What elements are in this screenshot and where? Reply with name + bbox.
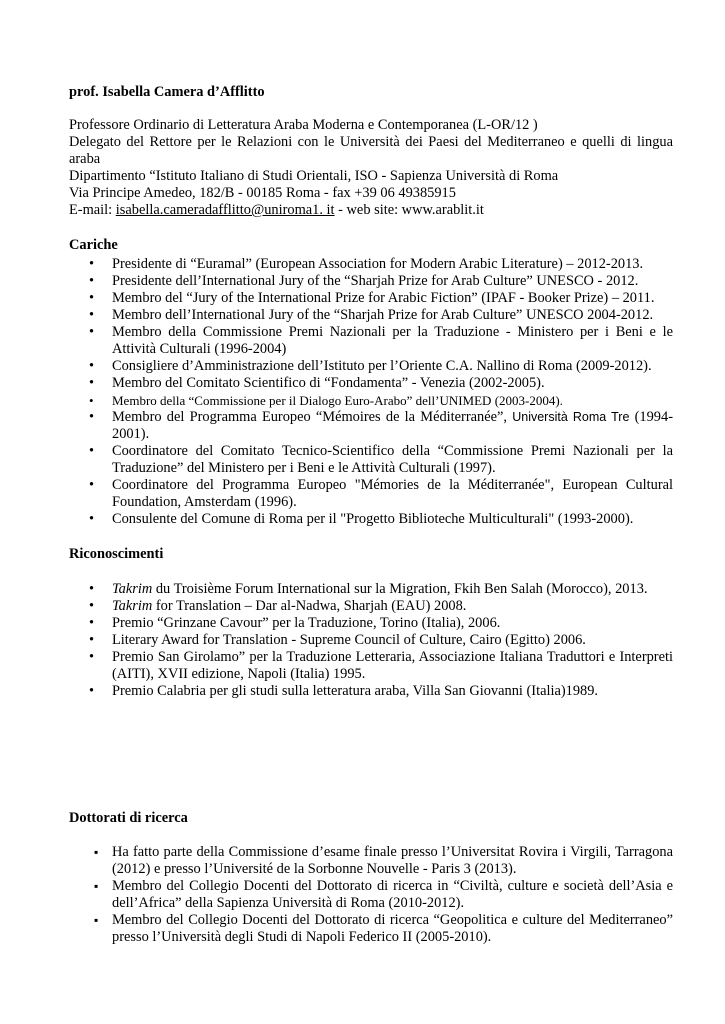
list-item: • Membro del “Jury of the International Prize for Arabic Fiction” (IPAF - Booker Prize) – 2011. [69, 290, 673, 307]
list-item: • Coordinatore del Programma Europeo "Mémories de la Méditerranée", European Cultural Foundation, Amsterdam (1996). [69, 477, 673, 511]
section-heading-dottorati: Dottorati di ricerca [69, 810, 188, 826]
list-item [69, 581, 673, 598]
list-item [69, 632, 673, 649]
university-name: Università Roma Tre [512, 410, 630, 424]
email-line [69, 202, 673, 219]
award-text: Premio “Grinzane Cavour” per la Traduzione, Torino (Italia), 2006. [112, 615, 501, 631]
riconoscimenti-list [69, 581, 673, 700]
list-item: • Consulente del Comune di Roma per il "Progetto Biblioteche Multiculturali" (1993-2000). [69, 511, 673, 528]
position-line: Professore Ordinario di Letteratura Araba Moderna e Contemporanea (L-OR/12 ) [69, 117, 538, 133]
page-title: prof. Isabella Camera d’Afflitto [69, 84, 265, 100]
list-item: ▪ Ha fatto parte della Commissione d’esame finale presso l’Universitat Rovira i Virgili, Tarragona (2012) e presso l’Université de la Sorbonne Nouvelle - Paris 3 (2013). [69, 844, 673, 878]
award-italic: Takrim [112, 581, 153, 597]
section-heading-cariche: Cariche [69, 237, 118, 253]
award-text: for Translation – Dar al-Nadwa, Sharjah (EAU) 2008. [152, 598, 467, 614]
list-item: • Coordinatore del Comitato Tecnico-Scientifico della “Commissione Premi Nazionali per la Traduzione” del Ministero per i Beni e le Attività Culturali (1997). [69, 443, 673, 477]
list-item: • Membro della Commissione Premi Nazionali per la Traduzione - Ministero per i Beni e le Attività Culturali (1996-2004) [69, 324, 673, 358]
award-text: Literary Award for Translation - Supreme Council of Culture, Cairo (Egitto) 2006. [112, 632, 586, 648]
delegate-line: Delegato del Rettore per le Relazioni con le Università dei Paesi del Mediterraneo e quelli di lingua araba [69, 134, 673, 167]
list-item [69, 598, 673, 615]
list-item: • Membro dell’International Jury of the “Sharjah Prize for Arab Culture” UNESCO 2004-2012. [69, 307, 673, 324]
list-item: • Presidente di “Euramal” (European Association for Modern Arabic Literature) – 2012-2013. [69, 256, 673, 273]
list-item: • Consigliere d’Amministrazione dell’Istituto per l’Oriente C.A. Nallino di Roma (2009-2012). [69, 358, 673, 375]
list-item: ▪ Membro del Collegio Docenti del Dottorato di ricerca in “Civiltà, culture e società dell’Asia e dell’Africa” della Sapienza Università di Roma (2010-2012). [69, 878, 673, 912]
list-item: ▪ Membro del Collegio Docenti del Dottorato di ricerca “Geopolitica e culture del Mediterraneo” presso l’Università degli Studi di Napoli Federico II (2005-2010). [69, 912, 673, 946]
award-text: Premio San Girolamo” per la Traduzione Letteraria, Associazione Italiana Traduttori e Interpreti (AITI), XVII edizione, Napoli (Italia) 1995. [112, 649, 673, 682]
section-heading-riconoscimenti: Riconoscimenti [69, 546, 164, 562]
memoires-years: (1994-2001). [112, 409, 673, 442]
award-italic: Takrim [112, 598, 153, 614]
website-text: - web site: www.arablit.it [334, 202, 484, 218]
list-item [69, 649, 673, 683]
cariche-list [69, 256, 673, 528]
email-link[interactable]: isabella.cameradafflitto@uniroma1. it [115, 202, 335, 218]
list-item: • Membro del Comitato Scientifico di “Fondamenta” - Venezia (2002-2005). [69, 375, 673, 392]
address-line: Via Principe Amedeo, 182/B - 00185 Roma - fax +39 06 49385915 [69, 185, 456, 201]
dottorati-list [69, 844, 673, 946]
memoires-text: Membro del Programma Europeo “Mémoires de la Méditerranée”, [112, 409, 513, 425]
document-body [69, 84, 673, 946]
list-item: • Presidente dell’International Jury of the “Sharjah Prize for Arab Culture” UNESCO - 2012. [69, 273, 673, 290]
list-item [69, 409, 673, 443]
list-item: • Membro della “Commissione per il Dialogo Euro-Arabo” dell’UNIMED (2003-2004). [69, 392, 673, 409]
list-item [69, 615, 673, 632]
contact-block [69, 117, 673, 219]
award-text: du Troisième Forum International sur la Migration, Fkih Ben Salah (Morocco), 2013. [152, 581, 648, 597]
email-prefix: E-mail: [69, 202, 116, 218]
award-text: Premio Calabria per gli studi sulla letteratura araba, Villa San Giovanni (Italia)1989. [112, 683, 599, 699]
list-item [69, 683, 673, 700]
department-line: Dipartimento “Istituto Italiano di Studi Orientali, ISO - Sapienza Università di Roma [69, 168, 559, 184]
